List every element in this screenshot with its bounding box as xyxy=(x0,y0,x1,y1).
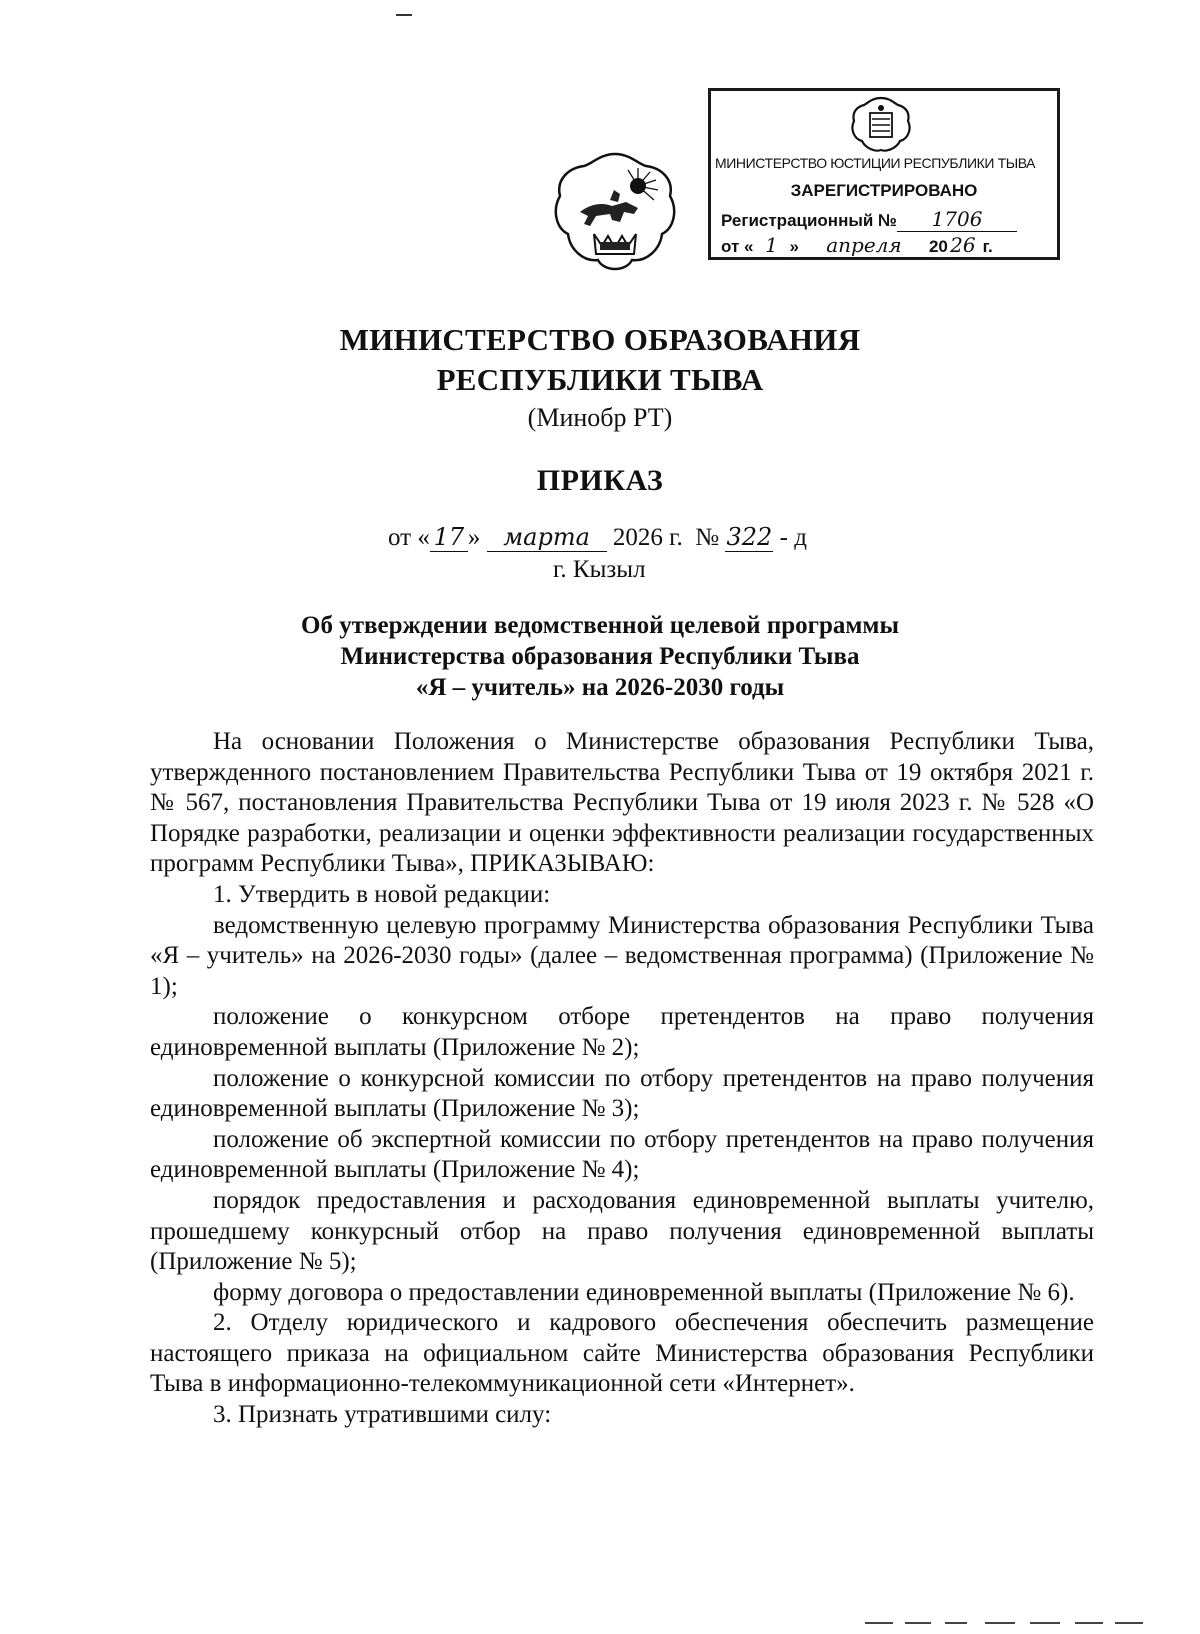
body-paragraph-item2: 2. Отделу юридического и кадрового обеспечения обеспечить размещение настоящего приказа на официальном сайте Министерства образования Республики Тыва в информационно-телекоммуникационной сети «Интернет». xyxy=(150,1309,1094,1398)
number-label: № xyxy=(695,524,720,551)
ministry-short-name: (Минобр РТ) xyxy=(527,403,673,432)
scan-mark xyxy=(1115,1622,1143,1624)
stamp-date-row xyxy=(721,233,993,258)
scan-mark xyxy=(396,14,412,16)
coat-of-arms-icon xyxy=(550,150,680,285)
body-paragraph-basis: На основании Положения о Министерстве образования Республики Тыва, утвержденного постановлением Правительства Республики Тыва от 19 октября 2021 г. № 567, постановления Правительства Республики Тыва от 19 июля 2023 г. № 528 «О Порядке разработки, реализации и оценки эффективности реализации государственных программ Республики Тыва», ПРИКАЗЫВАЮ: xyxy=(150,728,1094,878)
body-paragraph-contract: форму договора о предоставлении единовременной выплаты (Приложение № 6). xyxy=(213,1278,1075,1306)
body-paragraph-item1: 1. Утвердить в новой редакции: xyxy=(213,880,551,908)
subject-line3: «Я – учитель» на 2026-2030 годы xyxy=(415,674,785,701)
order-day: 17 xyxy=(430,523,468,552)
stamp-reg-label: Регистрационный № xyxy=(721,211,897,230)
stamp-date-suffix: г. xyxy=(982,237,993,256)
stamp-date-month: апреля xyxy=(799,233,929,258)
order-year: 2026 г. xyxy=(612,524,683,551)
stamp-date-year-prefix: 20 xyxy=(928,237,948,256)
stamp-status: ЗАРЕГИСТРИРОВАНО xyxy=(790,181,978,200)
stamp-date-year: 26 xyxy=(948,233,978,258)
registration-stamp xyxy=(708,88,1060,260)
stamp-registration-number-row xyxy=(721,207,1017,232)
date-close-quote: » xyxy=(467,524,481,551)
scan-mark xyxy=(985,1622,1015,1624)
ministry-name-line1: МИНИСТЕРСТВО ОБРАЗОВАНИЯ xyxy=(339,322,861,357)
body-paragraph-commission: положение о конкурсной комиссии по отбору претендентов на право получения единовременной выплаты (Приложение № 3); xyxy=(150,1064,1094,1123)
subject-line2: Министерства образования Республики Тыва xyxy=(340,643,860,670)
stamp-date-mid: » xyxy=(789,237,799,256)
body-paragraph-item3: 3. Признать утратившими силу: xyxy=(213,1401,552,1429)
stamp-date-day: 1 xyxy=(753,233,789,258)
stamp-ministry: МИНИСТЕРСТВО ЮСТИЦИИ РЕСПУБЛИКИ ТЫВА xyxy=(715,155,1036,171)
scan-mark xyxy=(1075,1622,1103,1624)
scan-mark xyxy=(865,1622,893,1624)
scan-mark xyxy=(905,1622,931,1624)
order-date-number-line xyxy=(388,523,807,552)
order-number: 322 xyxy=(726,523,773,551)
stamp-date-prefix: от « xyxy=(721,237,754,256)
body-paragraph-procedure: порядок предоставления и расходования единовременной выплаты учителю, прошедшему конкурсный отбор на право получения единовременной выплаты (Приложение № 5); xyxy=(150,1186,1094,1276)
order-city: г. Кызыл xyxy=(553,556,646,583)
scan-mark xyxy=(945,1622,967,1624)
document-type-title: ПРИКАЗ xyxy=(536,464,664,497)
body-paragraph-program: ведомственную целевую программу Министерства образования Республики Тыва «Я – учитель» на 2026-2030 годы» (далее – ведомственная программа) (Приложение № 1); xyxy=(150,911,1094,1000)
subject-line1: Об утверждении ведомственной целевой программы xyxy=(301,612,899,639)
order-body xyxy=(150,727,1094,1431)
body-paragraph-selection: положение о конкурсном отборе претендентов на право получения единовременной выплаты (Приложение № 2); xyxy=(150,1003,1094,1061)
stamp-reg-number: 1706 xyxy=(897,207,1017,232)
date-prefix: от « xyxy=(388,524,430,551)
ministry-name-line2: РЕСПУБЛИКИ ТЫВА xyxy=(436,362,764,397)
order-number-suffix: - д xyxy=(779,524,807,551)
order-month: марта xyxy=(487,523,607,552)
scan-mark xyxy=(1030,1622,1060,1624)
body-paragraph-expert: положение об экспертной комиссии по отбору претендентов на право получения единовременной выплаты (Приложение № 4); xyxy=(150,1125,1094,1184)
justice-emblem-icon xyxy=(846,95,916,155)
